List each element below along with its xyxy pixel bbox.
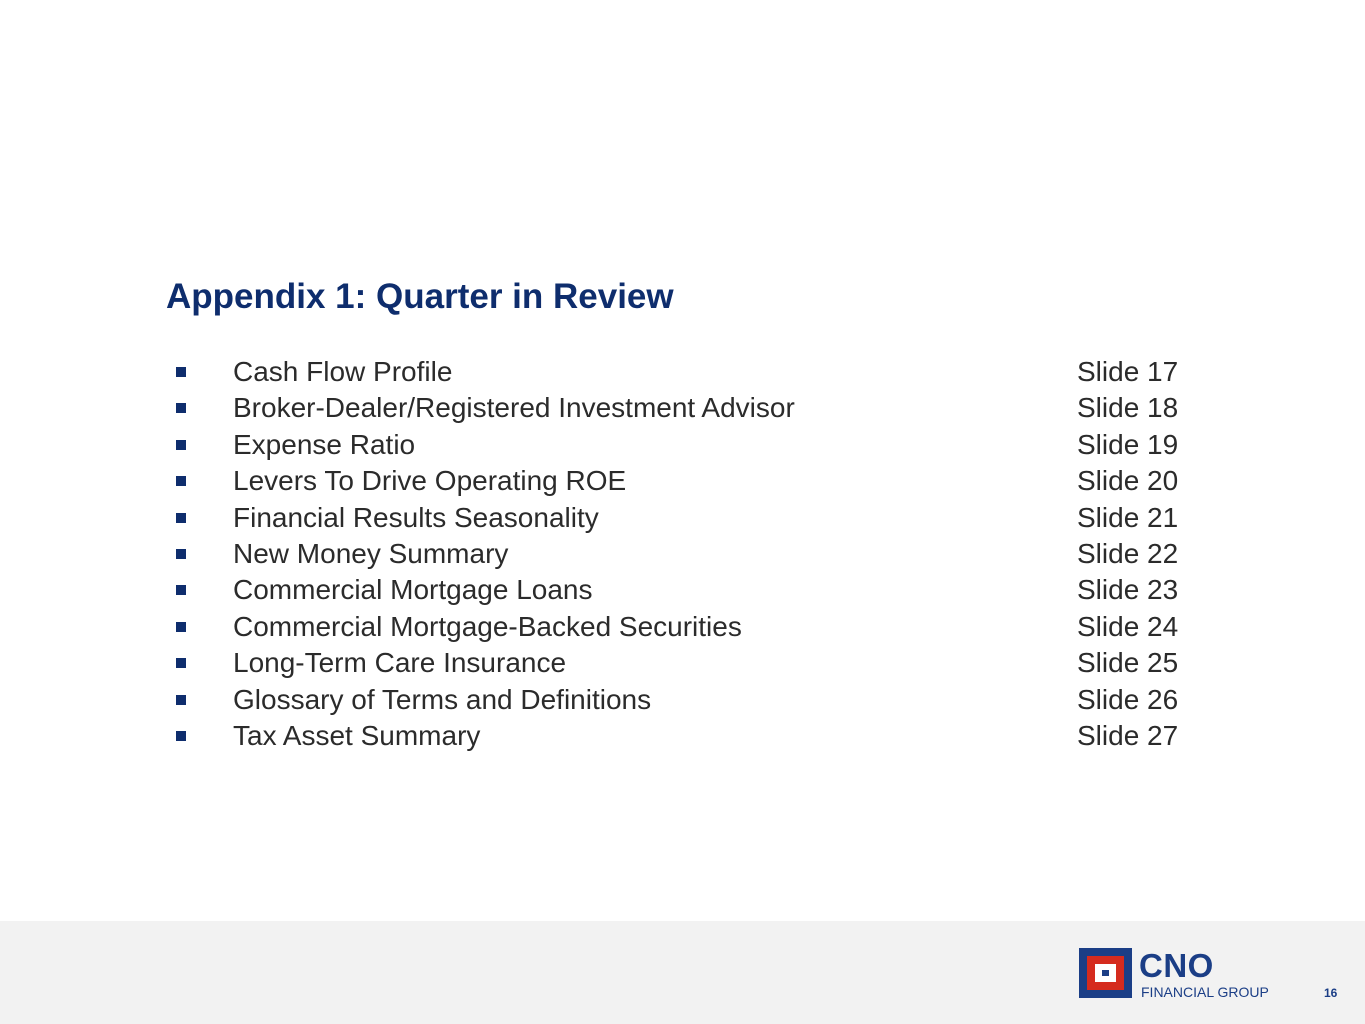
cno-logo bbox=[1079, 948, 1289, 1000]
square-bullet-icon bbox=[176, 513, 186, 523]
toc-item[interactable] bbox=[170, 645, 1190, 681]
toc-item-label: Long-Term Care Insurance bbox=[233, 647, 567, 679]
toc-item-slide-ref: Slide 19 bbox=[1077, 428, 1179, 460]
toc-item[interactable] bbox=[170, 609, 1190, 645]
square-bullet-icon bbox=[176, 440, 186, 450]
toc-item[interactable] bbox=[170, 536, 1190, 572]
toc-item-label: Tax Asset Summary bbox=[233, 719, 481, 751]
square-bullet-icon bbox=[176, 549, 186, 559]
square-bullet-icon bbox=[176, 367, 186, 377]
toc-item-slide-ref: Slide 25 bbox=[1077, 647, 1179, 679]
toc-item[interactable] bbox=[170, 572, 1190, 608]
toc-item-slide-ref: Slide 20 bbox=[1077, 465, 1179, 497]
toc-item[interactable] bbox=[170, 718, 1190, 754]
logo-wordmark: CNO bbox=[1139, 947, 1214, 984]
toc-item-slide-ref: Slide 23 bbox=[1077, 574, 1179, 606]
toc-item-label: New Money Summary bbox=[233, 537, 509, 569]
square-bullet-icon bbox=[176, 622, 186, 632]
toc-item-label: Commercial Mortgage Loans bbox=[233, 574, 593, 606]
square-bullet-icon bbox=[176, 695, 186, 705]
toc-item[interactable] bbox=[170, 427, 1190, 463]
toc-item[interactable] bbox=[170, 390, 1190, 426]
square-bullet-icon bbox=[176, 731, 186, 741]
square-bullet-icon bbox=[176, 585, 186, 595]
toc-item-label: Commercial Mortgage-Backed Securities bbox=[233, 610, 742, 642]
square-bullet-icon bbox=[176, 658, 186, 668]
toc-item-slide-ref: Slide 26 bbox=[1077, 683, 1179, 715]
toc-item[interactable] bbox=[170, 500, 1190, 536]
toc-item-slide-ref: Slide 24 bbox=[1077, 610, 1179, 642]
toc-item-label: Cash Flow Profile bbox=[233, 356, 453, 387]
logo-tagline: FINANCIAL GROUP bbox=[1141, 984, 1269, 1000]
toc-item[interactable] bbox=[170, 463, 1190, 499]
toc-list bbox=[170, 354, 1190, 754]
toc-item[interactable] bbox=[170, 682, 1190, 718]
toc-item-slide-ref: Slide 21 bbox=[1077, 501, 1179, 533]
square-bullet-icon bbox=[176, 476, 186, 486]
toc-item-label: Levers To Drive Operating ROE bbox=[233, 465, 627, 497]
toc-item-slide-ref: Slide 18 bbox=[1077, 392, 1179, 424]
toc-item-label: Broker-Dealer/Registered Investment Advisor bbox=[233, 392, 795, 424]
square-bullet-icon bbox=[176, 403, 186, 413]
slide-title: Appendix 1: Quarter in Review bbox=[166, 277, 674, 316]
cno-logo-mark-icon bbox=[1079, 948, 1132, 998]
toc-item[interactable] bbox=[170, 354, 1190, 390]
toc-item-label: Financial Results Seasonality bbox=[233, 501, 599, 533]
toc-item-slide-ref: Slide 22 bbox=[1077, 537, 1179, 569]
toc-item-slide-ref: Slide 17 bbox=[1077, 356, 1179, 387]
page-number: 16 bbox=[1324, 986, 1338, 1000]
toc-item-label: Expense Ratio bbox=[233, 428, 416, 460]
toc-item-slide-ref: Slide 27 bbox=[1077, 719, 1179, 751]
toc-item-label: Glossary of Terms and Definitions bbox=[233, 683, 652, 715]
